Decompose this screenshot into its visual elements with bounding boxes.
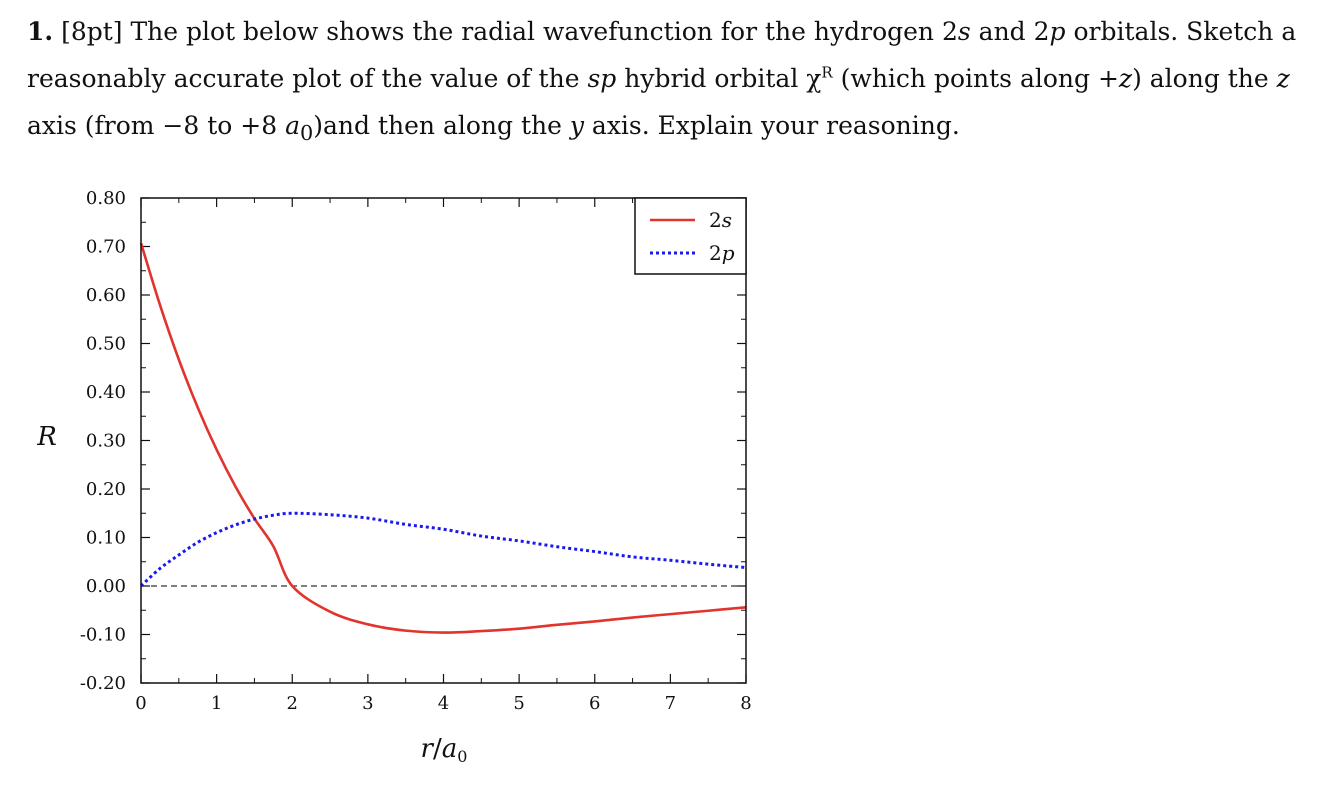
radial-wavefunction-chart bbox=[0, 180, 800, 780]
y-tick-label: 0.70 bbox=[85, 236, 126, 258]
x-tick-label: 6 bbox=[589, 693, 601, 714]
z-variable: z bbox=[1276, 64, 1290, 93]
chi-symbol: χ bbox=[806, 64, 822, 93]
x-tick-label: 3 bbox=[362, 693, 374, 714]
sp-hybrid-label: sp bbox=[587, 64, 617, 93]
x-axis-label: r/a0 bbox=[420, 734, 468, 766]
question-points: [8pt] bbox=[61, 17, 123, 46]
y-tick-label: -0.10 bbox=[79, 624, 126, 646]
orbital-2s-symbol: s bbox=[957, 17, 971, 46]
orbital-2p-number: 2 bbox=[1033, 17, 1050, 46]
z-variable: z bbox=[1118, 64, 1133, 93]
chi-superscript: R bbox=[821, 63, 833, 82]
question-text-part: )and then along the bbox=[313, 111, 570, 140]
y-tick-label: 0.80 bbox=[85, 188, 126, 209]
series-2p-line bbox=[141, 513, 746, 586]
y-tick-label: 0.60 bbox=[85, 285, 126, 306]
x-tick-label: 0 bbox=[135, 693, 147, 714]
question-text-part: hybrid orbital bbox=[616, 64, 807, 93]
y-tick-label: 0.40 bbox=[85, 382, 126, 403]
y-tick-label: 0.50 bbox=[85, 333, 126, 355]
question-text-part: ) along the bbox=[1132, 64, 1277, 93]
y-axis-label: R bbox=[37, 422, 57, 452]
legend bbox=[635, 198, 746, 274]
question-text-part: axis (from −8 to +8 bbox=[27, 111, 286, 140]
bohr-radius-subscript: 0 bbox=[300, 121, 314, 145]
x-tick-label: 1 bbox=[210, 693, 223, 714]
y-tick-label: 0.00 bbox=[85, 576, 126, 597]
question-text bbox=[27, 8, 1297, 157]
legend-label-2s: 2s bbox=[709, 208, 732, 232]
y-variable: y bbox=[569, 111, 584, 140]
x-tick-label: 2 bbox=[286, 693, 298, 714]
question-text-part: orbitals. Sketch a reasonably accurate plot of the value of the bbox=[27, 17, 1297, 93]
x-tick-label: 4 bbox=[437, 693, 450, 714]
y-tick-label: 0.10 bbox=[85, 527, 126, 549]
x-tick-label: 5 bbox=[513, 693, 525, 714]
x-tick-label: 7 bbox=[664, 693, 677, 714]
orbital-2s-number: 2 bbox=[941, 17, 958, 46]
series-2s-line bbox=[141, 243, 746, 632]
legend-label-2p: 2p bbox=[709, 241, 735, 265]
question-text-part: (which points along + bbox=[832, 64, 1119, 93]
question-number: 1. bbox=[27, 17, 54, 46]
question-text-part: The plot below shows the radial wavefunction for the hydrogen bbox=[122, 17, 942, 46]
question-text-part: and bbox=[970, 17, 1034, 46]
question-text-part: axis. Explain your reasoning. bbox=[583, 111, 960, 140]
y-tick-label: 0.30 bbox=[85, 430, 126, 452]
y-tick-label: -0.20 bbox=[79, 673, 126, 694]
x-tick-label: 8 bbox=[740, 693, 752, 714]
bohr-radius-symbol: a bbox=[285, 111, 300, 140]
orbital-2p-symbol: p bbox=[1049, 17, 1066, 46]
y-tick-label: 0.20 bbox=[85, 479, 126, 500]
